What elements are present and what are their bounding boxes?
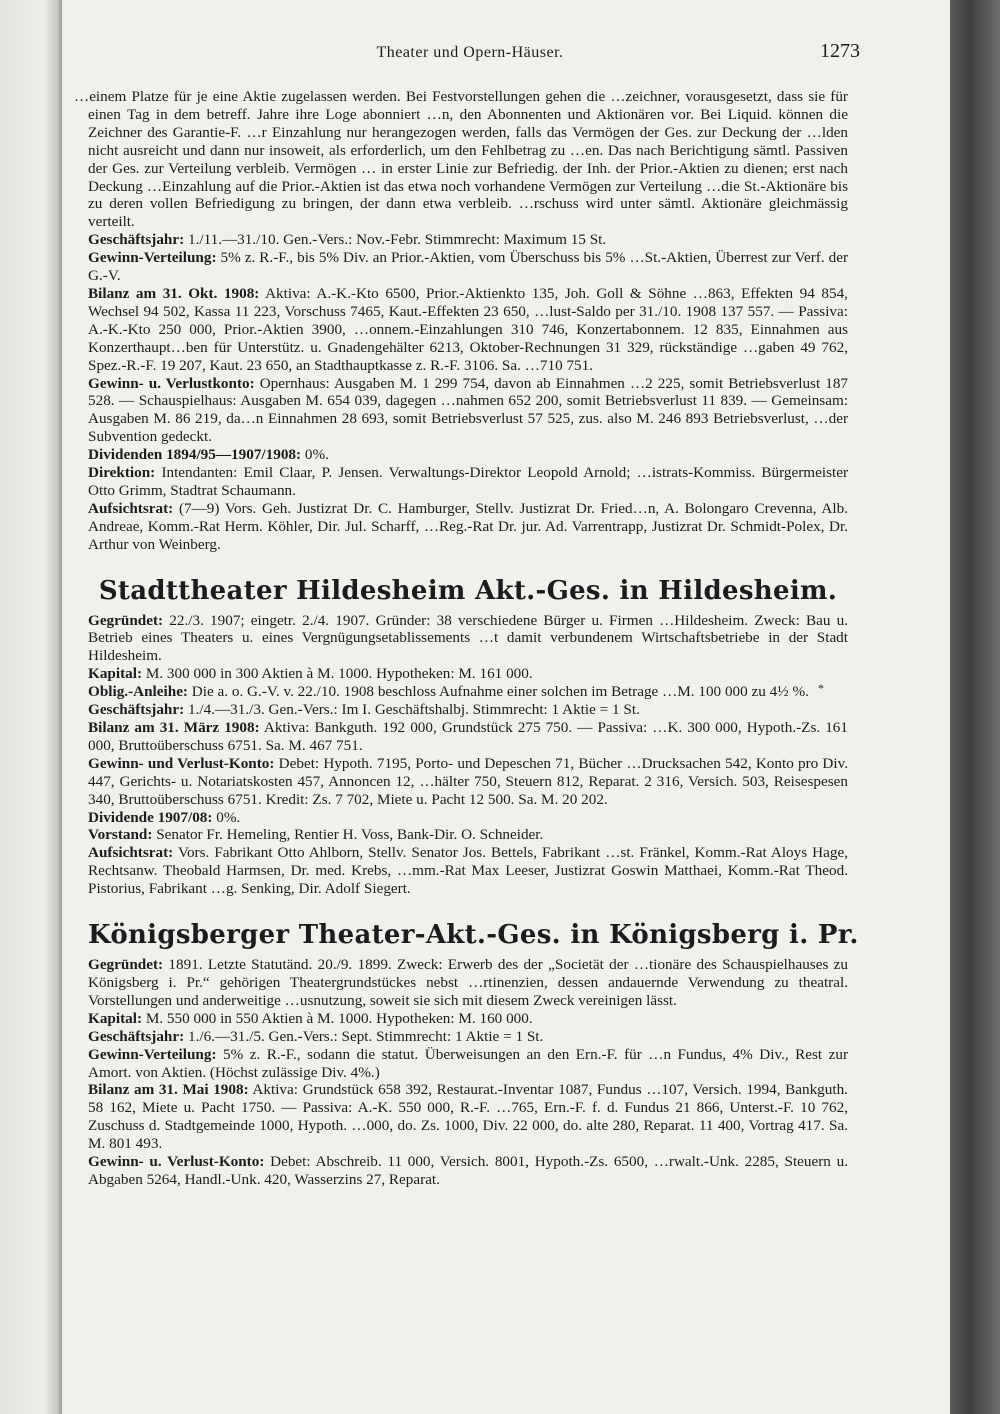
page-number: 1273 [820,40,860,62]
field-label: Gegründet: [88,611,164,629]
field-text: Aktiva: Bankguth. 192 000, Grundstück 275 750. — Passiva: …K. 300 000, Hypoth.-Zs. 161 000, Bruttoüberschuss 6751. Sa. M. 467 751. [88,719,848,754]
field-label: Bilanz am 31. Mai 1908: [88,1081,249,1099]
section2-paragraph [88,809,848,827]
field-label: Kapital: [88,665,143,683]
field-label: Bilanz am 31. Okt. 1908: [88,284,260,302]
field-label: Gewinn- und Verlust-Konto: [88,754,275,772]
running-head: Theater und Opern-Häuser. [376,44,564,61]
section1-paragraph [88,375,848,447]
field-text: Debet: Hypoth. 7195, Porto- und Depeschen 71, Bücher …Drucksachen 542, Konto pro Div. 447, Gerichts- u. Notariatskosten 457, Annoncen 12, …hälter 750, Steuern 812, Reparat. 2 316, Versich. 503, Reisespesen 340, Bruttoüberschuss 6751. Kredit: Zs. 7 702, Miete u. Pacht 12 500. Sa. M. 20 202. [88,754,849,808]
field-label: Gegründet: [88,956,164,974]
footnote-asterisk: * [818,681,824,695]
section2-paragraph [88,701,848,719]
left-bleed-through-margin [0,0,62,1414]
section1-paragraph [74,88,848,231]
field-text: (7—9) Vors. Geh. Justizrat Dr. C. Hamburger, Stellv. Justizrat Dr. Fried…n, A. Bolongaro Crevenna, Alb. Andreae, Komm.-Rat Herm. Köhler, Dir. Jul. Scharff, …Reg.-Rat Dr. jur. Ad. Varrentrapp, Justizrat Dr. Schmidt-Polex, Dr. Arthur von Weinberg. [88,499,848,553]
section1-paragraph [88,249,848,285]
section2-paragraph [88,719,848,755]
field-label: Dividenden 1894/95—1907/1908: [88,446,302,464]
field-text: M. 550 000 in 550 Aktien à M. 1000. Hypotheken: M. 160 000. [145,1009,533,1027]
field-text: 1891. Letzte Statutänd. 20./9. 1899. Zweck: Erwerb des der „Societät der …tionäre des Schauspielhauses zu Königsberg i. Pr.“ gehörigen Theatergrundstückes nebst …rtinenzien, dessen andauernde Verwendung zu theatral. Vorstellungen und anderweitige …usnutzung, soweit sie sich mit diesem Zweck vereinigen lässt. [88,956,849,1009]
section2-paragraph [88,755,848,809]
field-text: Debet: Abschreib. 11 000, Versich. 8001, Hypoth.-Zs. 6500, …rwalt.-Unk. 2285, Steuern u. Abgaben 5264, Handl.-Unk. 420, Wasserzins 27, Reparat. [88,1153,848,1188]
field-label: Gewinn- u. Verlust-Konto: [88,1153,265,1171]
section1-paragraph [88,285,848,375]
field-text: 22./3. 1907; eingetr. 2./4. 1907. Gründer: 38 verschiedene Bürger u. Firmen …Hildesheim. Zweck: Bau u. Betrieb eines Theaters u. eines Vergnügungsetablissements …t damit verbundenem Wirtschaftsbetriebe in der Stadt Hildesheim. [88,611,848,665]
field-label: Kapital: [88,1009,143,1027]
field-text: Intendanten: Emil Claar, P. Jensen. Verwaltungs-Direktor Leopold Arnold; …istrats-Kommiss. Bürgermeister Otto Grimm, Stadtrat Schaumann. [88,464,849,499]
section3-paragraph [88,1028,848,1046]
field-text: 0%. [304,446,329,464]
field-text: Senator Fr. Hemeling, Rentier H. Voss, Bank-Dir. O. Schneider. [156,826,544,844]
field-text: 1./6.—31./5. Gen.-Vers.: Sept. Stimmrecht: 1 Aktie = 1 St. [187,1027,544,1045]
field-label: Dividende 1907/08: [88,808,213,826]
section1-paragraph [88,446,848,464]
page-header [80,40,860,70]
binding-gutter [950,0,1000,1414]
field-label: Vorstand: [88,826,153,844]
field-text: M. 300 000 in 300 Aktien à M. 1000. Hypotheken: M. 161 000. [145,665,533,683]
field-label: Geschäftsjahr: [88,231,185,249]
section1-paragraph [88,500,848,554]
field-label: Gewinn- u. Verlustkonto: [88,374,255,392]
section2-paragraph [88,844,848,898]
field-text: 0%. [216,808,241,826]
section3-paragraph [88,956,848,1010]
heading-koenigsberger-theater: Königsberger Theater-Akt.-Ges. in Königsberg i. Pr. [88,920,859,951]
section2-paragraph [88,612,848,666]
section-frankfurt-theater [74,88,849,554]
field-label: Gewinn-Verteilung: [88,1045,217,1063]
section2-paragraph [88,826,848,844]
section3-paragraph [88,1153,848,1189]
field-text: 1./11.—31./10. Gen.-Vers.: Nov.-Febr. Stimmrecht: Maximum 15 St. [187,231,607,249]
section2-paragraph [88,665,848,683]
section3-paragraph [88,1010,848,1028]
field-text: Aktiva: A.-K.-Kto 6500, Prior.-Aktienkto 135, Joh. Goll & Söhne …863, Effekten 94 854, Wechsel 94 502, Kassa 11 223, Vorschuss 7465, Kaut.-Effekten 23 650, …lust-Saldo per 31./10. 1908 137 557. — Passiva: A.-K.-Kto 250 000, Prior.-Aktien 3900, …onnem.-Einzahlungen 310 746, Konzertabonnem. 12 835, Einnahmen aus Konzerthaupt…ben für Unterstütz. u. Gnadengehälter 6213, Oktober-Rechnungen 31 329, rückständige …gaben 49 762, Spez.-R.-F. 19 207, Kaut. 23 650, an Stadthauptkasse z. R.-F. 3106. Sa. …710 751. [88,284,848,374]
section-koenigsberg [88,956,848,1189]
section3-paragraph [88,1046,848,1082]
field-text: …einem Platze für je eine Aktie zugelassen werden. Bei Festvorstellungen gehen die …zeichner, vorausgesetzt, dass sie für einen Tag in dem betreff. Jahre ihre Loge abonniert …n, den Abonnenten und Aktionären vor. Bei Liquid. können die Zeichner des Garantie-F. …r Einzahlung nur herangezogen werden, falls das Vermögen der Ges. zur Deckung der …lden nicht ausreicht und dann nur insoweit, als erforderlich, um den Fehlbetrag zu …en. Das nach Berichtigung sämtl. Passiven der Ges. zur Verteilung verbleib. Vermögen … in erster Linie zur Befriedig. der Inh. der Prior.-Aktien zu dienen; erst nach Deckung …Einzahlung auf die Prior.-Aktien ist das etwa noch vorhandene Vermögen zur Verteilung …die St.-Aktionäre bis zu deren vollen Befriedigung zu bringen, der dann etwa verbleib. …rschuss wird unter sämtl. Aktionäre gleichmässig verteilt. [74,88,848,231]
field-text: 5% z. R.-F., bis 5% Div. an Prior.-Aktien, vom Überschuss bis 5% …St.-Aktien, Überrest zur Verf. der G.-V. [88,249,849,285]
field-label: Direktion: [88,464,156,482]
heading-stadttheater-hildesheim: Stadttheater Hildesheim Akt.-Ges. in Hildesheim. [98,575,838,606]
section-hildesheim [88,612,848,899]
field-text: 1./4.—31./3. Gen.-Vers.: Im I. Geschäftshalbj. Stimmrecht: 1 Aktie = 1 St. [187,701,640,719]
field-label: Aufsichtsrat: [88,499,174,517]
field-text: 5% z. R.-F., sodann die statut. Überweisungen an den Ern.-F. für …n Fundus, 4% Div., Rest zur Amort. von Aktien. (Höchst zulässige Div. 4%.) [88,1045,848,1081]
field-label: Aufsichtsrat: [88,844,174,862]
section3-paragraph [88,1081,848,1153]
field-text: Opernhaus: Ausgaben M. 1 299 754, davon ab Einnahmen …2 225, somit Betriebsverlust 187 528. — Schauspielhaus: Ausgaben M. 654 039, dagegen …nahmen 652 200, somit Betriebsverlust 11 839. — Gemeinsam: Ausgaben M. 86 219, da…n Einnahmen 28 693, somit Betriebsverlust 57 525, zus. also M. 246 893 Betriebsverlust, …der Subvention gedeckt. [88,374,849,446]
field-text: Aktiva: Grundstück 658 392, Restaurat.-Inventar 1087, Fundus …107, Versich. 1994, Bankguth. 58 162, Miete u. Pacht 1750. — Passiva: A.-K. 550 000, R.-F. …765, Ern.-F. f. d. Fundus 21 866, Unterst.-F. 10 762, Zuschuss d. Stadtgemeinde 1000, Hypoth. …000, do. Zs. 1000, Div. 22 000, do. alte 280, Reparat. 11 400, Vortrag 417. Sa. M. 801 493. [88,1081,848,1153]
field-text: Die a. o. G.-V. v. 22./10. 1908 beschloss Aufnahme einer solchen im Betrage …M. 100 000 zu 4½ %. [191,683,809,701]
field-label: Geschäftsjahr: [88,701,185,719]
field-text: Vors. Fabrikant Otto Ahlborn, Stellv. Senator Jos. Bettels, Fabrikant …st. Fränkel, Komm.-Rat Aloys Hage, Rechtsanw. Theobald Harmsen, Dr. med. Krebs, …mm.-Rat Max Leeser, Justizrat Goswin Matthaei, Komm.-Rat Theod. Pistorius, Fabrikant …g. Senking, Dir. Adolf Siegert. [88,844,848,898]
field-label: Gewinn-Verteilung: [88,249,217,267]
page-body [74,88,859,1189]
field-label: Oblig.-Anleihe: [88,683,188,701]
section2-paragraph [88,683,848,701]
field-label: Geschäftsjahr: [88,1027,185,1045]
section1-paragraph [88,231,848,249]
field-label: Bilanz am 31. März 1908: [88,719,260,736]
section1-paragraph [88,464,848,500]
